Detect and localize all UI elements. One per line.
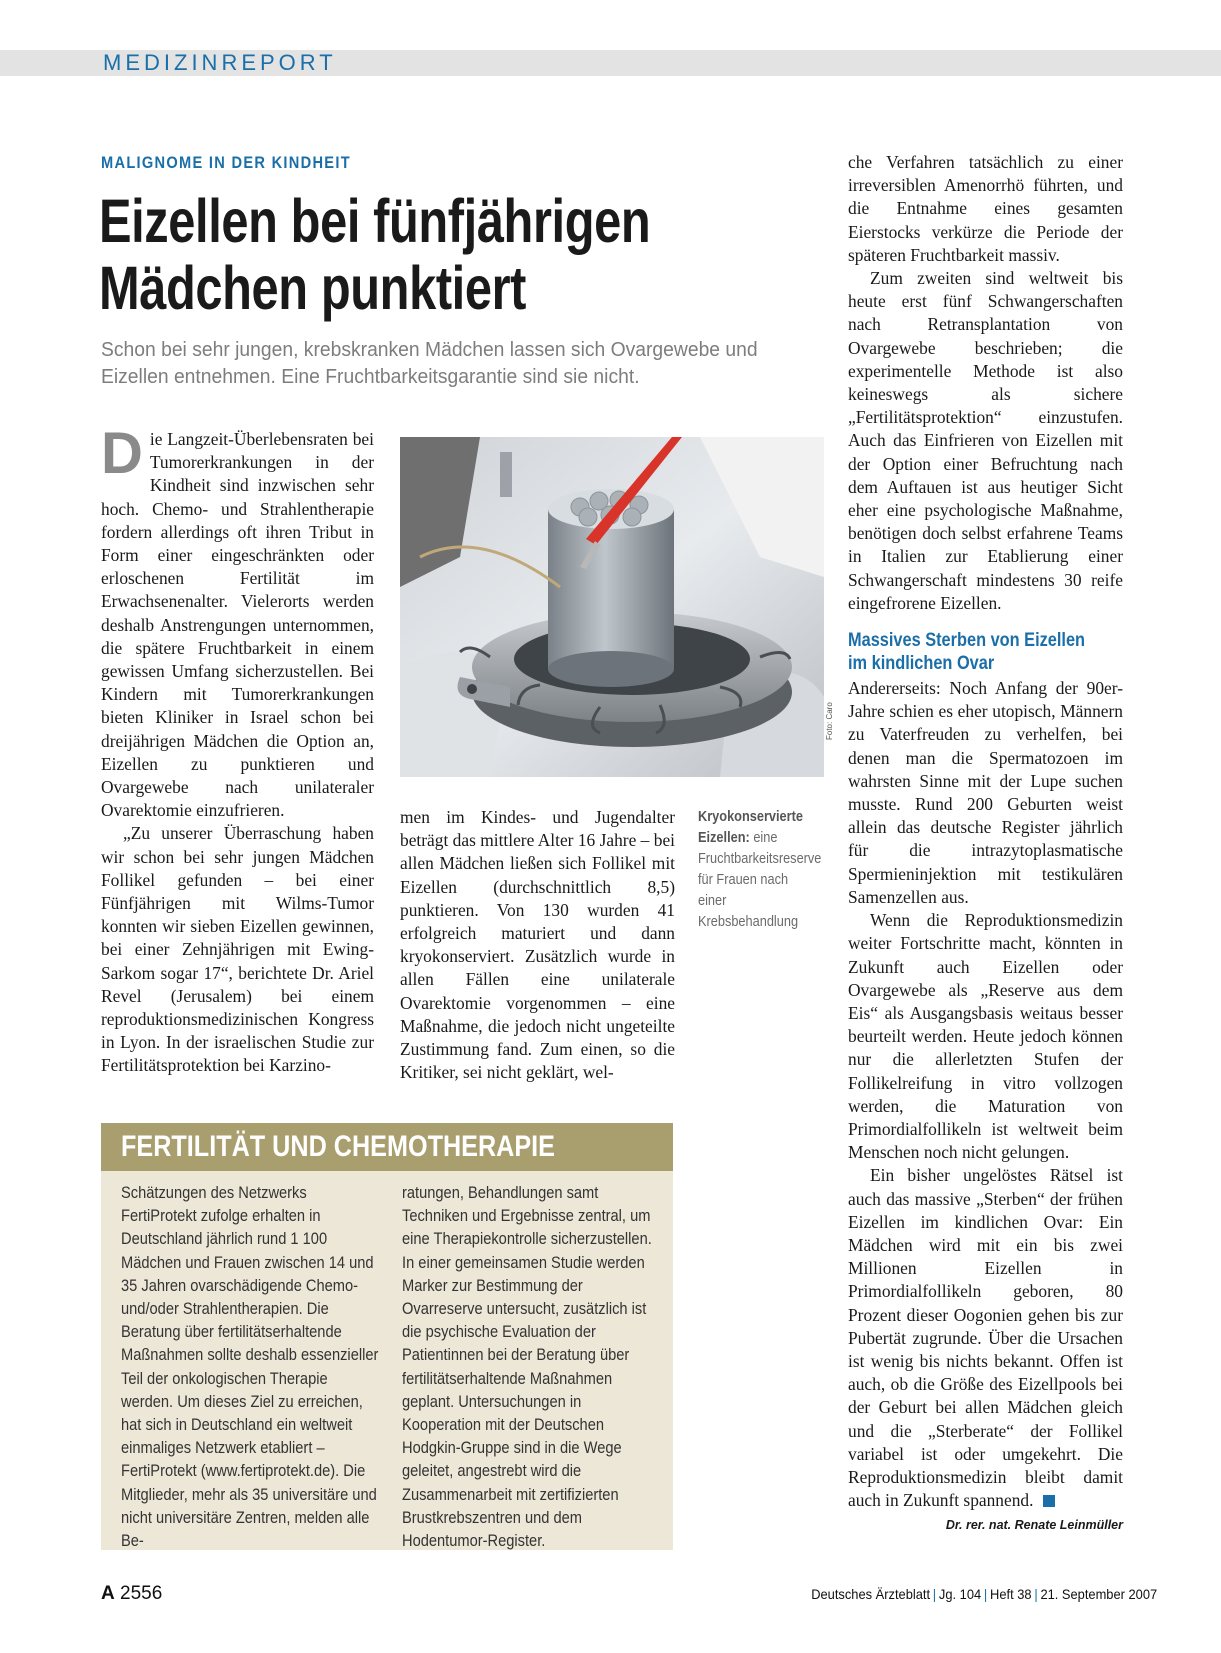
section-label: MEDIZINREPORT	[103, 50, 337, 75]
paragraph-3: che Verfahren tatsächlich zu einer irreversiblen Amenorrhö führten, und die Entnahme eines gesamten Eierstocks verkürze die Periode der späteren Fruchtbarkeit massiv.	[848, 152, 1123, 265]
caption-text: eine Fruchtbarkeitsreserve für Frauen nach einer Krebsbehandlung	[698, 830, 822, 930]
body-column-2	[400, 806, 675, 1084]
photo-cryo-container	[400, 437, 824, 777]
journal-date: 21. September 2007	[1040, 1586, 1158, 1602]
drop-cap: D	[101, 421, 143, 486]
page-number-value: 2556	[120, 1583, 163, 1604]
paragraph-2: „Zu unserer Überraschung haben wir schon bei sehr jungen Mädchen Follikel gefunden – bei einer Fünfjährigen mit Wilms-Tumor konnten wir sieben Eizellen gewinnen, bei einer Zehnjährigen mit Ewing-Sarkom sogar 17“, berichtete Dr. Ariel Revel (Jerusalem) bei einem reproduktionsmedizinischen Kongress in Lyon. In der israelischen Studie zur Fertilitätsprotektion bei Karzino-	[101, 823, 374, 1076]
footer-citation	[811, 1586, 1158, 1602]
photo-caption	[698, 807, 822, 933]
paragraph-7-text: Ein bisher ungelöstes Rätsel ist auch das massive „Sterben“ der frühen Eizellen im kindlichen Ovar: Ein Mädchen wird mit ein bis zwei Millionen Eizellen in Primordialfollikeln geboren, 80 Prozent dieser Oogonien gehen bis zur Pubertät zugrunde. Über die Ursachen ist wenig bis nichts bekannt. Offen ist auch, ob die Größe des Eizellpools bei der Geburt bei allen Mädchen gleich und die „Sterberate“ der Follikel variabel ist oder umgekehrt. Die Reproduktionsmedizin bleibt damit auch in Zukunft spannend.	[848, 1165, 1123, 1511]
paragraph-4: Zum zweiten sind weltweit bis heute erst fünf Schwangerschaften nach Retransplantation von Ovargewebe beschrieben; die experimentelle Methode ist also keineswegs als sichere „Fertilitätsprotektion“ einzustufen. Auch das Einfrieren von Eizellen mit der Option einer Befruchtung nach dem Auftauen ist aus heutiger Sicht eher eine psychologische Maßnahme, benötigen doch selbst erfahrene Teams in Italien zur Etablierung einer Schwangerschaft mindestens 30 reife eingefrorene Eizellen.	[848, 268, 1123, 613]
photo-credit: Foto: Caro	[825, 702, 834, 740]
title-line-1: Eizellen bei fünfjährigen	[99, 187, 651, 255]
info-box-column-1: Schätzungen des Netzwerks FertiProtekt zufolge erhalten in Deutschland jährlich rund 1 100 Mädchen und Frauen zwischen 14 und 35 Jahren ovarschädigende Chemo- und/oder Strahlentherapien. Die Beratung über fertilitätserhaltende Maßnahmen sollte deshalb essenzieller Teil der onkologischen Therapie werden. Um dieses Ziel zu erreichen, hat sich in Deutschland ein weltweit einmaliges Netzwerk etabliert – FertiProtekt (www.fertiprotekt.de). Die Mitglieder, mehr als 35 universitäre und nicht universitäre Zentren, melden alle Be-	[121, 1184, 379, 1551]
end-mark-icon	[1043, 1495, 1055, 1507]
author-byline: Dr. rer. nat. Renate Leinmüller	[945, 1518, 1123, 1533]
cryo-container-illustration	[400, 437, 824, 777]
subheading-line-1: Massives Sterben von Eizellen	[848, 630, 1086, 652]
paragraph-6: Wenn die Reproduktionsmedizin weiter Fortschritte macht, könnten in Zukunft auch Eizellen oder Ovargewebe als „Reserve aus dem Eis“ als Ausgangsbasis weitaus besser beurteilt werden. Heute jedoch können nur die allerletzten Stufen der Follikelreifung in vitro vollzogen werden, die Maturation von Primordialfollikeln ist weltweit beim Menschen noch nicht gelungen.	[848, 910, 1123, 1163]
article-title	[99, 188, 650, 322]
article-lead: Schon bei sehr jungen, krebskranken Mädchen lassen sich Ovargewebe und Eizellen entnehmen. Eine Fruchtbarkeitsgarantie sind sie nicht.	[101, 339, 758, 388]
body-column-3	[848, 151, 1123, 1538]
info-box-column-2: ratungen, Behandlungen samt Techniken und Ergebnisse zentral, um eine Therapiekontrolle sicherzustellen. In einer gemeinsamen Studie werden Marker zur Bestimmung der Ovarreserve untersucht, zusätzlich ist die psychische Evaluation der Patientinnen bei der Beratung über fertilitätserhaltende Maßnahmen geplant. Untersuchungen in Kooperation mit der Deutschen Hodgkin-Gruppe sind in die Wege geleitet, angestrebt wird die Zusammenarbeit mit zertifizierten Brustkrebszentren und dem Hodentumor-Register.	[402, 1184, 652, 1551]
page-number	[101, 1583, 162, 1605]
paragraph-2-continued: men im Kindes- und Jugendalter beträgt das mittlere Alter 16 Jahre – bei allen Mädchen ließen sich Follikel mit Eizellen (durchschnittlich 8,5) punktieren. Von 130 wurden 41 erfolgreich maturiert und dann kryokonserviert. Zusätzlich wurde in allen Fällen eine unilaterale Ovarektomie vorgenommen – eine Maßnahme, die jedoch nicht ungeteilte Zustimmung fand. Zum einen, so die Kritiker, sei nicht geklärt, wel-	[400, 807, 675, 1083]
paragraph-5: Andererseits: Noch Anfang der 90er-Jahre schien es eher utopisch, Männern zu Vaterfreuden zu verhelfen, bei denen man die Spermatozoen im wahrsten Sinne mit der Lupe suchen musste. Rund 200 Geburten weist allein das deutsche Register jährlich für die intrazytoplasmatische Spermieninjektion mit testikulären Samenzellen aus.	[848, 678, 1123, 907]
journal-issue: Heft 38	[990, 1586, 1032, 1602]
journal-volume: Jg. 104	[938, 1586, 982, 1602]
body-column-1	[101, 421, 374, 1078]
paragraph-1: ie Langzeit-Überlebensraten bei Tumorerkrankungen in der Kindheit sind inzwischen sehr hoch. Chemo- und Strahlentherapie fordern allerdings oft ihren Tribut in Form einer eingeschränkten oder erloschenen Fertilität im Erwachsenenalter. Vielerorts werden deshalb Anstrengungen unternommen, die spätere Fruchtbarkeit in einem gewissen Umfang sicherzustellen. Bei Kindern mit Tumorerkrankungen bieten Kliniker in Israel schon bei dreijährigen Mädchen die Option an, Eizellen zu punktieren und Ovargewebe nach unilateraler Ovarektomie einzufrieren.	[101, 429, 374, 821]
separator: |	[983, 1586, 988, 1602]
subheading	[848, 629, 1085, 675]
journal-name: Deutsches Ärzteblatt	[811, 1586, 931, 1602]
article-kicker: MALIGNOME IN DER KINDHEIT	[101, 153, 351, 172]
separator: |	[1034, 1586, 1038, 1602]
page-letter: A	[101, 1583, 115, 1604]
paragraph-7	[848, 1164, 1123, 1512]
info-box-title: FERTILITÄT UND CHEMOTHERAPIE	[121, 1130, 555, 1163]
title-line-2: Mädchen punktiert	[99, 254, 527, 322]
caption-lead: Kryokonservierte Eizellen:	[698, 809, 803, 846]
subheading-line-2: im kindlichen Ovar	[848, 653, 995, 675]
separator: |	[932, 1586, 937, 1602]
